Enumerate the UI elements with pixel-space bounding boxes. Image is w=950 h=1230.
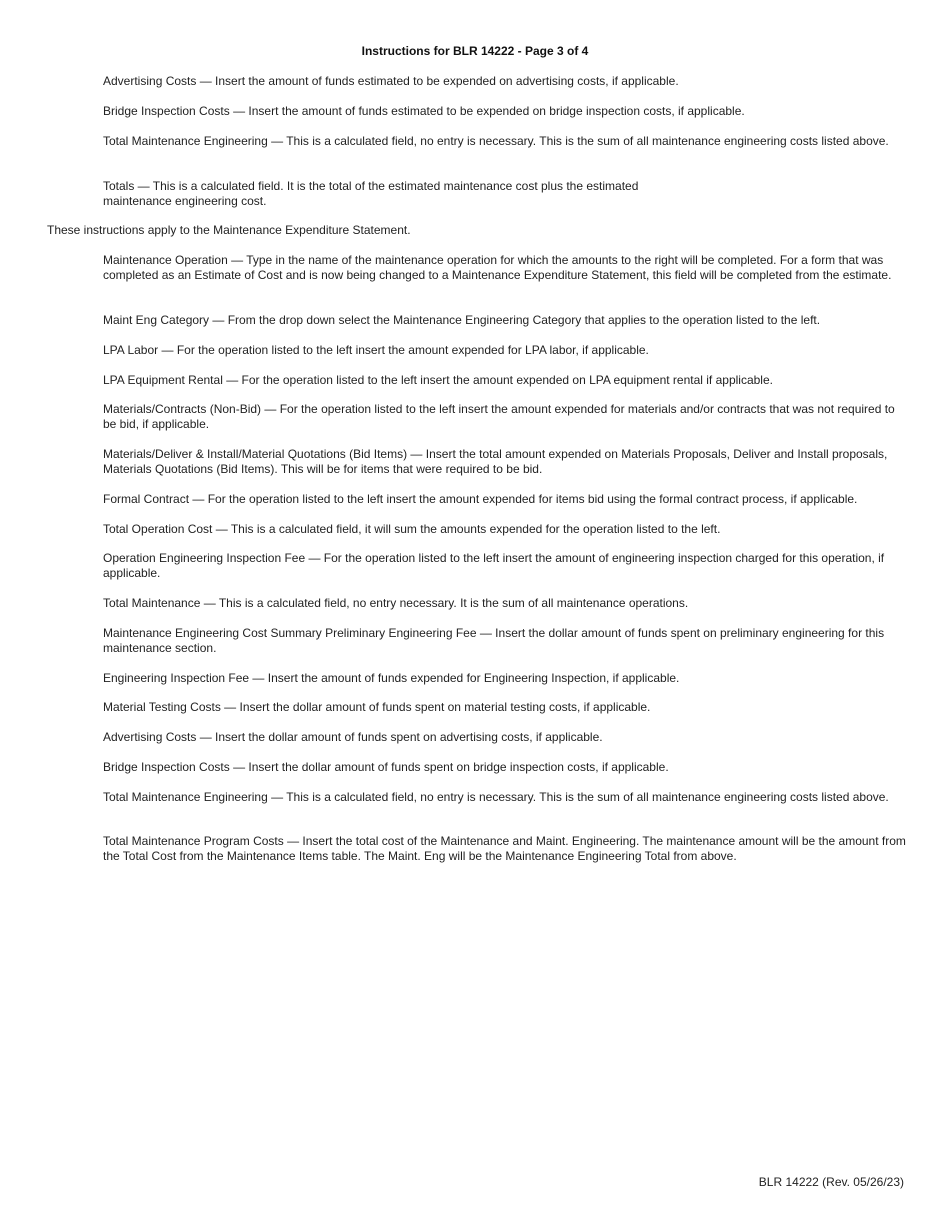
instruction-bridge-inspection-costs-estimate: Bridge Inspection Costs — Insert the amount of funds estimated to be expended on bridge inspection costs, if applicable.: [103, 104, 745, 118]
instruction-formal-contract: Formal Contract — For the operation listed to the left insert the amount expended for items bid using the formal contract process, if applicable.: [103, 492, 858, 506]
instruction-engineering-inspection-fee: Engineering Inspection Fee — Insert the amount of funds expended for Engineering Inspection, if applicable.: [103, 671, 680, 685]
instruction-maintenance-operation: Maintenance Operation — Type in the name of the maintenance operation for which the amounts to the right will be completed. For a form that was completed as an Estimate of Cost and is now being changed to a Maintenance Expenditure Statement, this field will be completed from the estimate.: [103, 253, 892, 282]
instruction-total-maintenance-engineering-expended: Total Maintenance Engineering — This is a calculated field, no entry is necessary. This is the sum of all maintenance engineering costs listed above.: [103, 790, 889, 804]
instruction-material-testing-costs: Material Testing Costs — Insert the dollar amount of funds spent on material testing costs, if applicable.: [103, 700, 651, 714]
section-intro-expenditure-statement: These instructions apply to the Maintenance Expenditure Statement.: [47, 223, 411, 237]
instruction-advertising-costs-estimate: Advertising Costs — Insert the amount of funds estimated to be expended on advertising costs, if applicable.: [103, 74, 679, 88]
instruction-totals: Totals — This is a calculated field. It is the total of the estimated maintenance cost plus the estimated maintenance engineering cost.: [103, 179, 639, 208]
instruction-total-maintenance-engineering-estimate: Total Maintenance Engineering — This is a calculated field, no entry is necessary. This is the sum of all maintenance engineering costs listed above.: [103, 134, 889, 148]
instruction-total-maintenance-program-costs: Total Maintenance Program Costs — Insert the total cost of the Maintenance and Maint. Engineering. The maintenance amount will be the amount from the Total Cost from the Maintenance Items table. The Maint. Eng will be the Maintenance Engineering Total from above.: [103, 834, 906, 863]
instruction-bridge-inspection-costs-expended: Bridge Inspection Costs — Insert the dollar amount of funds spent on bridge inspection costs, if applicable.: [103, 760, 669, 774]
instruction-lpa-labor: LPA Labor — For the operation listed to the left insert the amount expended for LPA labor, if applicable.: [103, 343, 649, 357]
form-revision-footer: BLR 14222 (Rev. 05/26/23): [758, 1175, 904, 1189]
instruction-total-operation-cost: Total Operation Cost — This is a calculated field, it will sum the amounts expended for the operation listed to the left.: [103, 522, 721, 536]
instruction-preliminary-engineering-fee: Maintenance Engineering Cost Summary Preliminary Engineering Fee — Insert the dollar amount of funds spent on preliminary engineering for this maintenance section.: [103, 626, 885, 655]
page-title: Instructions for BLR 14222 - Page 3 of 4: [361, 44, 589, 58]
instruction-lpa-equipment-rental: LPA Equipment Rental — For the operation listed to the left insert the amount expended on LPA equipment rental if applicable.: [103, 373, 773, 387]
instruction-materials-contracts-non-bid: Materials/Contracts (Non-Bid) — For the operation listed to the left insert the amount expended for materials and/or contracts that was not required to be bid, if applicable.: [103, 402, 895, 431]
instruction-advertising-costs-expended: Advertising Costs — Insert the dollar amount of funds spent on advertising costs, if applicable.: [103, 730, 603, 744]
instruction-total-maintenance: Total Maintenance — This is a calculated field, no entry necessary. It is the sum of all maintenance operations.: [103, 596, 689, 610]
instruction-operation-engineering-inspection-fee: Operation Engineering Inspection Fee — For the operation listed to the left insert the amount of engineering inspection charged for this operation, if applicable.: [103, 551, 885, 580]
instruction-maint-eng-category: Maint Eng Category — From the drop down select the Maintenance Engineering Category that applies to the operation listed to the left.: [103, 313, 821, 327]
instruction-materials-bid-items: Materials/Deliver & Install/Material Quotations (Bid Items) — Insert the total amount expended on Materials Proposals, Deliver and Install proposals, Materials Quotations (Bid Items). This will be for items that were required to be bid.: [103, 447, 888, 476]
